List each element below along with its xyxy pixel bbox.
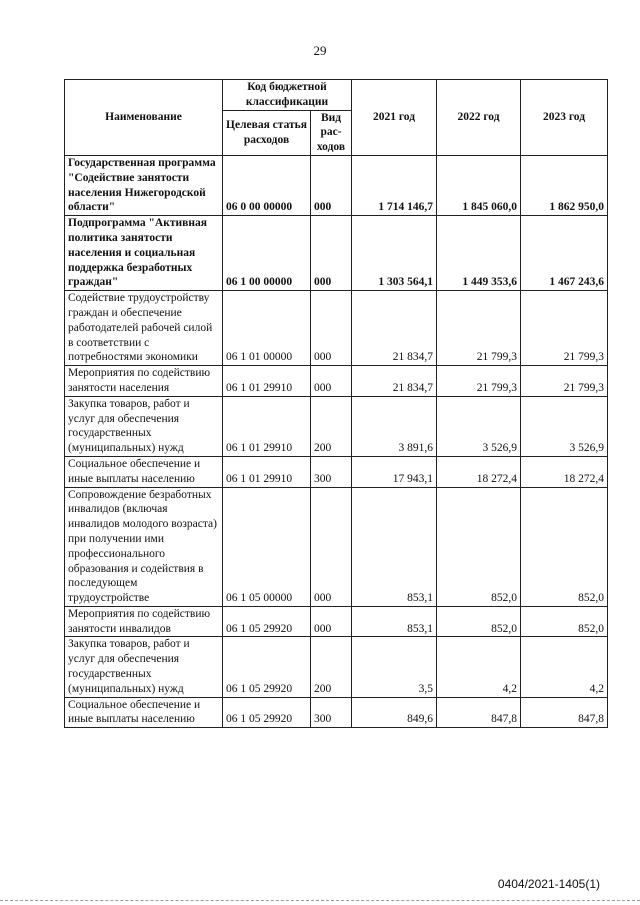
row-expense-type: 200 [311,396,352,456]
row-target-article: 06 1 01 29910 [223,456,311,487]
row-value-2022: 1 449 353,6 [437,216,521,291]
row-value-2021: 3,5 [352,637,437,697]
row-value-2023: 21 799,3 [521,291,608,366]
row-value-2023: 4,2 [521,637,608,697]
table-row [65,487,608,606]
row-target-article: 06 1 05 29920 [223,697,311,728]
row-target-article: 06 1 05 29920 [223,637,311,697]
row-name: Закупка товаров, работ и услуг для обеспечения государственных (муниципальных) нужд [65,396,223,456]
row-value-2022: 18 272,4 [437,456,521,487]
row-value-2023: 3 526,9 [521,396,608,456]
row-name: Подпрограмма "Активная политика занятости населения и социальная поддержка безработных граждан" [65,216,223,291]
document-code: 0404/2021-1405(1) [497,877,600,891]
row-value-2022: 21 799,3 [437,366,521,397]
header-2022: 2022 год [437,80,521,156]
row-name: Государственная программа "Содействие занятости населения Нижегородской области" [65,155,223,215]
row-value-2022: 3 526,9 [437,396,521,456]
row-expense-type: 200 [311,637,352,697]
row-expense-type: 000 [311,155,352,215]
footer-divider [0,900,640,901]
row-value-2021: 3 891,6 [352,396,437,456]
header-2021: 2021 год [352,80,437,156]
row-value-2023: 852,0 [521,606,608,637]
row-name: Сопровождение безработных инвалидов (включая инвалидов молодого возраста) при получении ими профессионального образования и содействия в последующем трудоустройстве [65,487,223,606]
table-row [65,396,608,456]
row-value-2021: 849,6 [352,697,437,728]
page-number: 29 [313,43,327,58]
budget-table [64,79,608,728]
row-value-2023: 847,8 [521,697,608,728]
table-row [65,366,608,397]
row-target-article: 06 1 01 29910 [223,366,311,397]
row-target-article: 06 1 01 29910 [223,396,311,456]
row-target-article: 06 1 05 29920 [223,606,311,637]
table-body [65,155,608,727]
row-value-2021: 853,1 [352,606,437,637]
row-name: Закупка товаров, работ и услуг для обеспечения государственных (муниципальных) нужд [65,637,223,697]
header-name: Наименование [65,80,223,156]
row-value-2022: 1 845 060,0 [437,155,521,215]
row-value-2022: 852,0 [437,606,521,637]
row-value-2023: 1 467 243,6 [521,216,608,291]
row-value-2023: 852,0 [521,487,608,606]
row-expense-type: 000 [311,291,352,366]
row-value-2021: 853,1 [352,487,437,606]
table-row [65,606,608,637]
row-value-2021: 17 943,1 [352,456,437,487]
row-value-2022: 4,2 [437,637,521,697]
row-value-2022: 852,0 [437,487,521,606]
row-name: Социальное обеспечение и иные выплаты населению [65,456,223,487]
row-name: Социальное обеспечение и иные выплаты населению [65,697,223,728]
table-row [65,291,608,366]
table-row [65,697,608,728]
row-expense-type: 000 [311,216,352,291]
row-value-2021: 21 834,7 [352,291,437,366]
row-expense-type: 000 [311,366,352,397]
row-target-article: 06 1 00 00000 [223,216,311,291]
header-budget-code-group: Код бюджетной классификации [223,80,352,111]
row-expense-type: 000 [311,487,352,606]
row-target-article: 06 1 05 00000 [223,487,311,606]
row-value-2022: 847,8 [437,697,521,728]
row-value-2023: 18 272,4 [521,456,608,487]
row-target-article: 06 1 01 00000 [223,291,311,366]
row-name: Мероприятия по содействию занятости инвалидов [65,606,223,637]
row-name: Мероприятия по содействию занятости населения [65,366,223,397]
row-value-2022: 21 799,3 [437,291,521,366]
header-target-article: Целевая статья расходов [223,110,311,155]
table-row [65,155,608,215]
header-2023: 2023 год [521,80,608,156]
row-name: Содействие трудоустройству граждан и обеспечение работодателей рабочей силой в соответствии с потребностями экономики [65,291,223,366]
header-row-top [65,80,608,111]
row-expense-type: 300 [311,697,352,728]
row-value-2021: 1 303 564,1 [352,216,437,291]
row-value-2021: 21 834,7 [352,366,437,397]
row-expense-type: 300 [311,456,352,487]
row-value-2021: 1 714 146,7 [352,155,437,215]
row-value-2023: 1 862 950,0 [521,155,608,215]
row-expense-type: 000 [311,606,352,637]
table-row [65,216,608,291]
table-row [65,456,608,487]
table-row [65,637,608,697]
row-target-article: 06 0 00 00000 [223,155,311,215]
row-value-2023: 21 799,3 [521,366,608,397]
header-expense-type: Вид рас-ходов [311,110,352,155]
